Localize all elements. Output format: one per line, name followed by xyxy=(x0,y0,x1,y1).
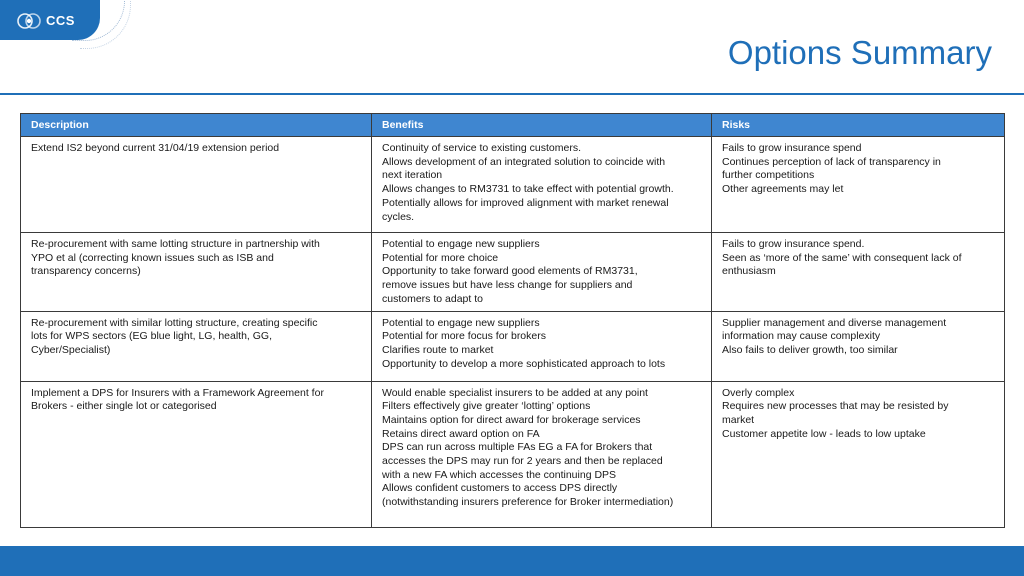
cell-text-line: YPO et al (correcting known issues such as ISB and xyxy=(31,251,274,264)
cell-text-line: Fails to grow insurance spend. xyxy=(722,238,865,250)
cell-text-line: Brokers - either single lot or categorised xyxy=(31,400,217,413)
column-header-description: Description xyxy=(21,114,372,137)
table-cell-risks xyxy=(712,381,1005,527)
cell-text-line: Re-procurement with similar lotting structure, creating specific xyxy=(31,316,318,329)
cell-text-line: Potentially allows for improved alignment with market renewal xyxy=(382,196,669,209)
cell-text-line: Maintains option for direct award for brokerage services xyxy=(382,413,641,426)
table-row xyxy=(21,137,1005,233)
cell-text-line: Potential to engage new suppliers xyxy=(382,316,540,329)
column-header-benefits: Benefits xyxy=(372,114,712,137)
table-cell-description xyxy=(21,137,372,233)
cell-text-line: Allows changes to RM3731 to take effect with potential growth. xyxy=(382,183,674,196)
cell-text-line: Allows development of an integrated solution to coincide with xyxy=(382,155,666,168)
table-row xyxy=(21,381,1005,527)
logo-text: CCS xyxy=(46,13,75,28)
table-cell-benefits xyxy=(372,233,712,312)
table-cell-benefits xyxy=(372,311,712,381)
cell-text-line: next iteration xyxy=(382,169,443,182)
cell-text-line: further competitions xyxy=(722,169,815,182)
cell-text-line: Clarifies route to market xyxy=(382,343,494,356)
cell-text-line: accesses the DPS may run for 2 years and then be replaced xyxy=(382,455,663,468)
cell-text-line: Potential for more focus for brokers xyxy=(382,330,546,343)
table-header-row xyxy=(21,114,1005,137)
cell-text-line: remove issues but have less change for suppliers and xyxy=(382,279,633,292)
cell-text-line: (notwithstanding insurers preference for Broker intermediation) xyxy=(382,496,674,509)
cell-text-line: Extend IS2 beyond current 31/04/19 extension period xyxy=(31,142,280,154)
cell-text-line: transparency concerns) xyxy=(31,265,141,278)
cell-text-line: Customer appetite low - leads to low uptake xyxy=(722,427,926,440)
cell-text-line: Opportunity to take forward good elements of RM3731, xyxy=(382,265,638,278)
cell-text-line: Retains direct award option on FA xyxy=(382,427,540,440)
cell-text-line: Requires new processes that may be resisted by xyxy=(722,400,949,413)
cell-text-line: Implement a DPS for Insurers with a Framework Agreement for xyxy=(31,386,324,399)
options-table xyxy=(20,113,1005,528)
cell-text-line: Continues perception of lack of transparency in xyxy=(722,155,941,168)
cell-text-line: Would enable specialist insurers to be added at any point xyxy=(382,386,648,399)
table-cell-risks xyxy=(712,311,1005,381)
cell-text-line: Other agreements may let xyxy=(722,183,844,196)
cell-text-line: Potential to engage new suppliers xyxy=(382,238,540,250)
column-header-risks: Risks xyxy=(712,114,1005,137)
cell-text-line: Supplier management and diverse management xyxy=(722,316,947,329)
cell-text-line: cycles. xyxy=(382,210,415,223)
title-divider xyxy=(0,93,1024,95)
table-row xyxy=(21,311,1005,381)
table-cell-description xyxy=(21,381,372,527)
table-cell-description xyxy=(21,233,372,312)
table-row xyxy=(21,233,1005,312)
cell-text-line: Filters effectively give greater ‘lotting’ options xyxy=(382,400,591,413)
cell-text-line: Allows confident customers to access DPS directly xyxy=(382,482,618,495)
table-cell-risks xyxy=(712,233,1005,312)
table-cell-description xyxy=(21,311,372,381)
footer-bar xyxy=(0,546,1024,576)
cell-text-line: Continuity of service to existing customers. xyxy=(382,142,581,154)
cell-text-line: Seen as ‘more of the same’ with consequent lack of xyxy=(722,251,962,264)
cell-text-line: Opportunity to develop a more sophisticated approach to lots xyxy=(382,357,666,370)
cell-text-line: market xyxy=(722,413,755,426)
logo-tab xyxy=(0,0,100,40)
cell-text-line: Fails to grow insurance spend xyxy=(722,142,862,154)
cell-text-line: lots for WPS sectors (EG blue light, LG, health, GG, xyxy=(31,330,273,343)
table-cell-benefits xyxy=(372,381,712,527)
table-cell-benefits xyxy=(372,137,712,233)
cell-text-line: Also fails to deliver growth, too similar xyxy=(722,343,898,356)
cell-text-line: Re-procurement with same lotting structure in partnership with xyxy=(31,238,320,250)
cell-text-line: with a new FA which accesses the continuing DPS xyxy=(382,468,617,481)
cell-text-line: DPS can run across multiple FAs EG a FA for Brokers that xyxy=(382,441,653,454)
cell-text-line: Potential for more choice xyxy=(382,251,499,264)
cell-text-line: enthusiasm xyxy=(722,265,776,278)
ccs-logo-icon xyxy=(16,10,42,32)
cell-text-line: information may cause complexity xyxy=(722,330,881,343)
cell-text-line: Cyber/Specialist) xyxy=(31,343,111,356)
page-title: Options Summary xyxy=(727,34,992,71)
table-cell-risks xyxy=(712,137,1005,233)
cell-text-line: Overly complex xyxy=(722,386,795,399)
cell-text-line: customers to adapt to xyxy=(382,292,483,305)
